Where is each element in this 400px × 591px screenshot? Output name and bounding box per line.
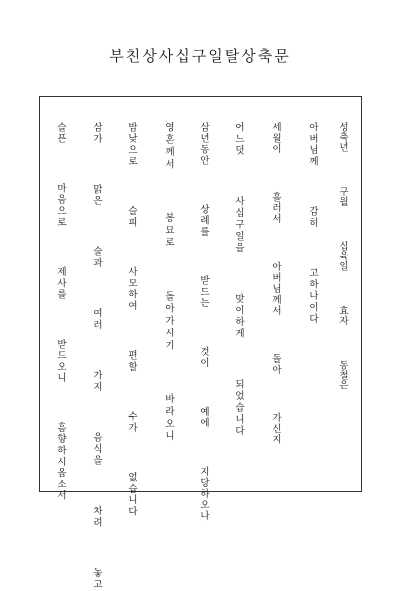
text-line-6: 영혼께서 봉묘로 돌아가시기 바라오니 [163,122,174,443]
text-line-8: 삼가 맑은 술과 여러 가지 음식을 차려 놓고 [91,122,102,591]
text-line-5: 삼년동안 상례를 받드는 것이 예에 지당하오나 [198,122,209,522]
text-line-4: 어느덧 사십구일을 맞이하게 되었습니다 [233,122,244,438]
text-line-2: 아버님께 감히 고하나이다 [307,122,318,325]
text-line-1: 성축년 구월 십육일 효자 동철은 [337,122,348,390]
text-line-7: 밤낮으로 슬피 사모하여 편할 수가 없습니다 [126,122,137,518]
text-line-9: 슬픈 마음으로 제사를 받드오니 흠향하시옵소서 [55,122,66,502]
document-title: 부친상사십구일탈상축문 [109,47,291,65]
text-line-3: 세월이 흘러서 아버님께서 돌아 가신지 [270,122,281,446]
